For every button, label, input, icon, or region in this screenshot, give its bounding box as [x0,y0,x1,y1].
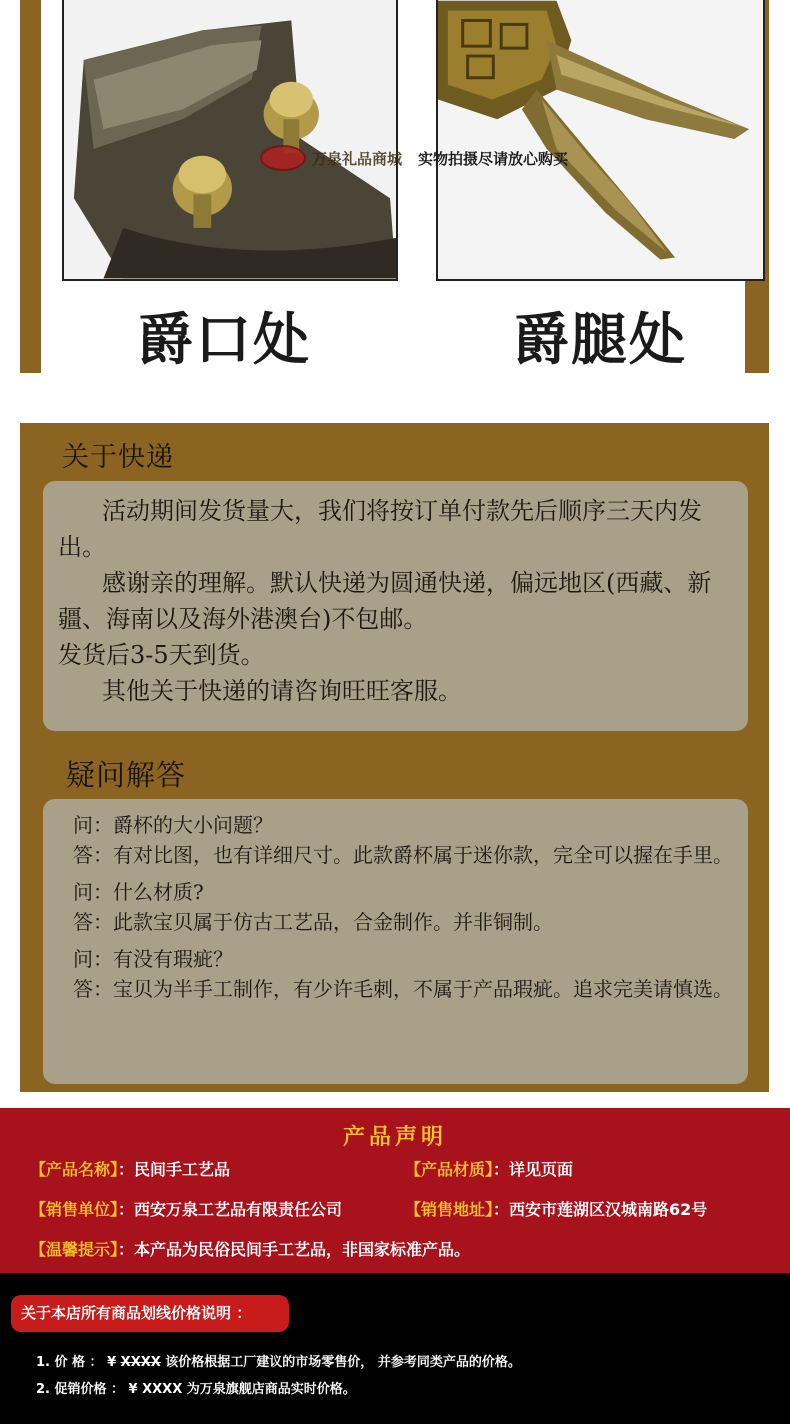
promo-price-line: 2. 促销价格 ： ¥ XXXX 为万泉旗舰店商品实时价格。 [36,1382,356,1397]
faq-answer: 答：有对比图，也有详细尺寸。此款爵杯属于迷你款，完全可以握在手里。 [73,843,733,867]
cup-leg-illustration [438,0,763,279]
declaration-value: ：本产品为民俗民间手工艺品，非国家标准产品。 [118,1240,471,1259]
declaration-value: ：民间手工艺品 [118,1160,231,1179]
express-paragraph: 发货后3-5天到货。 [58,641,265,669]
declaration-row [30,1197,342,1220]
cup-leg-photo [436,0,765,281]
express-section-title: 关于快递 [62,442,174,473]
declaration-label: 【销售地址】 [405,1200,494,1219]
watermark-note-text: 实物拍摄尽请放心购买 [418,149,569,168]
faq-item [73,810,748,870]
cup-mouth-caption: 爵口处 [137,308,311,373]
price-explanation [0,1273,790,1424]
declaration-label: 【产品名称】 [30,1160,119,1179]
declaration-value: ：详见页面 [493,1160,574,1179]
faq-item [73,877,748,937]
declaration-value: ：西安市莲湖区汉城南路62号 [493,1200,708,1219]
faq-answer: 答：此款宝贝属于仿古工艺品，合金制作。并非铜制。 [73,910,553,934]
faq-answer: 答：宝贝为半手工制作，有少许毛刺，不属于产品瑕疵。追求完美请慎选。 [73,977,733,1001]
declaration-label: 【产品材质】 [405,1160,494,1179]
shop-info-panel [20,423,769,1092]
declaration-value: ：西安万泉工艺品有限责任公司 [118,1200,343,1219]
express-paragraph: 感谢亲的理解。默认快递为圆通快递，偏远地区(西藏、新疆、海南以及海外港澳台)不包邮。 [58,569,712,633]
declaration-row [405,1197,707,1220]
list-price-line [36,1351,521,1370]
faq-section-title: 疑问解答 [66,758,187,792]
brand-watermark [260,143,568,173]
product-declaration [0,1108,790,1273]
cup-mouth-illustration [64,0,396,279]
declaration-label: 【销售单位】 [30,1200,119,1219]
declaration-row [30,1157,230,1180]
faq-question: 问：爵杯的大小问题？ [73,813,273,837]
product-detail-photos [20,0,769,373]
faq-question: 问：有没有瑕疵？ [73,947,233,971]
brand-logo-icon [260,145,306,171]
faq-item [73,944,748,1004]
express-paragraph: 活动期间发货量大，我们将按订单付款先后顺序三天内发出。 [58,497,702,561]
watermark-brand-text: 万泉礼品商城 [312,149,403,168]
cup-leg-caption: 爵腿处 [513,308,687,373]
declaration-row [405,1157,573,1180]
declaration-title: 产品声明 [342,1125,447,1150]
express-paragraph: 其他关于快递的请咨询旺旺客服。 [102,677,462,705]
declaration-label: 【温馨提示】 [30,1240,119,1259]
price-note-badge: 关于本店所有商品划线价格说明 ： [11,1295,289,1332]
faq-box [43,799,748,1084]
declaration-row [30,1237,470,1260]
list-price-description: 该价格根据工厂建议的市场零售价， 并参考同类产品的价格。 [160,1355,521,1370]
list-price-prefix: 1. 价 格 ： ¥ [36,1355,121,1370]
cup-mouth-photo [62,0,398,281]
list-price-strikethrough: XXXX [120,1355,161,1370]
express-info-box [43,481,748,731]
faq-question: 问：什么材质? [73,880,204,904]
